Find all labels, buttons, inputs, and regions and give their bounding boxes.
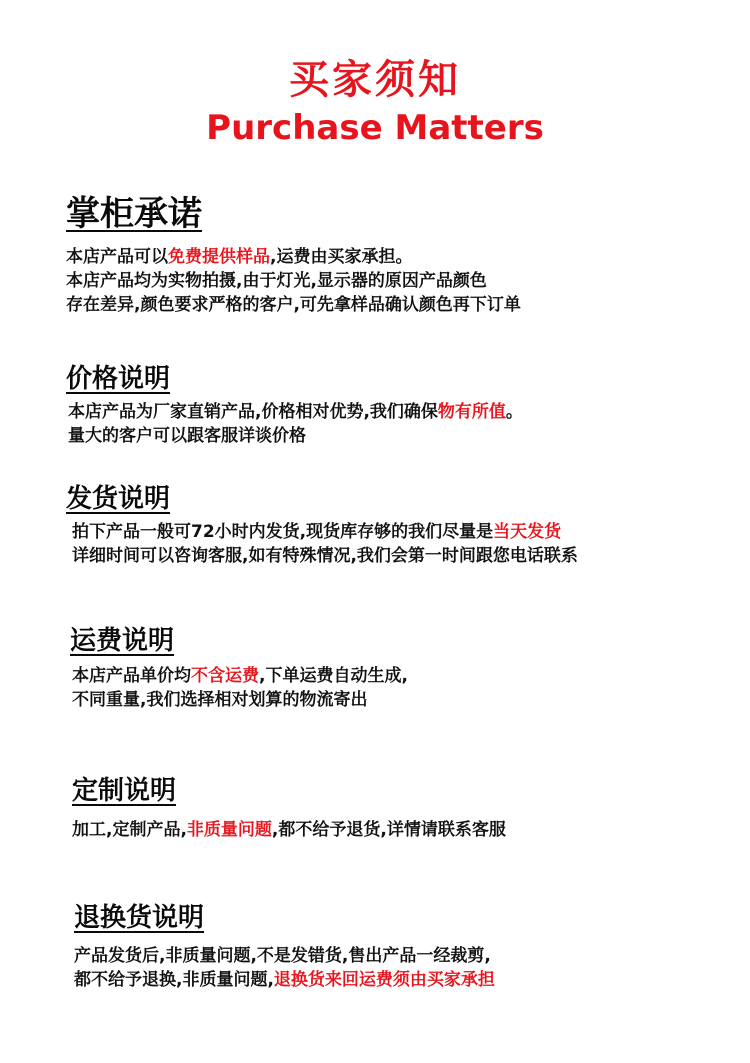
highlight-text: 非质量问题 (186, 820, 272, 840)
highlight-text: 物有所值 (437, 402, 506, 422)
body-text: 产品发货后,非质量问题,不是发错货,售出产品一经裁剪, (74, 946, 491, 966)
body-line (74, 968, 495, 992)
section-body-custom (72, 818, 506, 842)
body-line (66, 293, 521, 317)
body-line (72, 664, 408, 688)
body-text: 本店产品为厂家直销产品,价格相对优势,我们确保 (68, 402, 438, 422)
section-heading-freight: 运费说明 (70, 626, 175, 656)
body-text: ,下单运费自动生成, (259, 666, 408, 686)
page-subtitle: Purchase Matters (206, 108, 544, 148)
body-text: 不同重量,我们选择相对划算的物流寄出 (72, 690, 368, 710)
body-line (72, 818, 506, 842)
section-body-returns (74, 944, 495, 992)
body-line (72, 544, 578, 568)
body-text: 本店产品均为实物拍摄,由于灯光,显示器的原因产品颜色 (66, 271, 487, 291)
body-text: 拍下产品一般可72小时内发货,现货库存够的我们尽量是 (72, 522, 494, 542)
body-text: ,运费由买家承担。 (270, 247, 413, 267)
body-text: 本店产品可以 (66, 247, 168, 267)
body-text: 都不给予退换,非质量问题, (74, 970, 274, 990)
section-heading-commitment: 掌柜承诺 (66, 194, 202, 234)
body-line (66, 245, 521, 269)
highlight-text: 免费提供样品 (168, 247, 270, 267)
highlight-text: 当天发货 (493, 522, 562, 542)
section-body-price (68, 400, 523, 448)
body-text: 详细时间可以咨询客服,如有特殊情况,我们会第一时间跟您电话联系 (72, 546, 578, 566)
body-text: 存在差异,颜色要求严格的客户,可先拿样品确认颜色再下订单 (66, 295, 521, 315)
section-body-freight (72, 664, 408, 712)
body-line (74, 944, 495, 968)
body-line (68, 400, 523, 424)
body-text: 加工,定制产品, (72, 820, 187, 840)
highlight-text: 退换货来回运费须由买家承担 (273, 970, 495, 990)
highlight-text: 不含运费 (191, 666, 259, 686)
body-text: 量大的客户可以跟客服详谈价格 (68, 426, 306, 446)
body-line (72, 520, 578, 544)
body-line (72, 688, 408, 712)
section-heading-price: 价格说明 (66, 364, 171, 394)
section-body-shipping (72, 520, 578, 568)
body-text: 本店产品单价均 (72, 666, 191, 686)
section-heading-shipping: 发货说明 (66, 484, 171, 514)
page-title: 买家须知 (289, 57, 461, 103)
body-text: ,都不给予退货,详情请联系客服 (271, 820, 506, 840)
section-body-commitment (66, 245, 521, 317)
body-line (66, 269, 521, 293)
body-text: 。 (505, 402, 523, 422)
section-heading-custom: 定制说明 (72, 776, 177, 806)
body-line (68, 424, 523, 448)
section-heading-returns: 退换货说明 (74, 903, 205, 933)
